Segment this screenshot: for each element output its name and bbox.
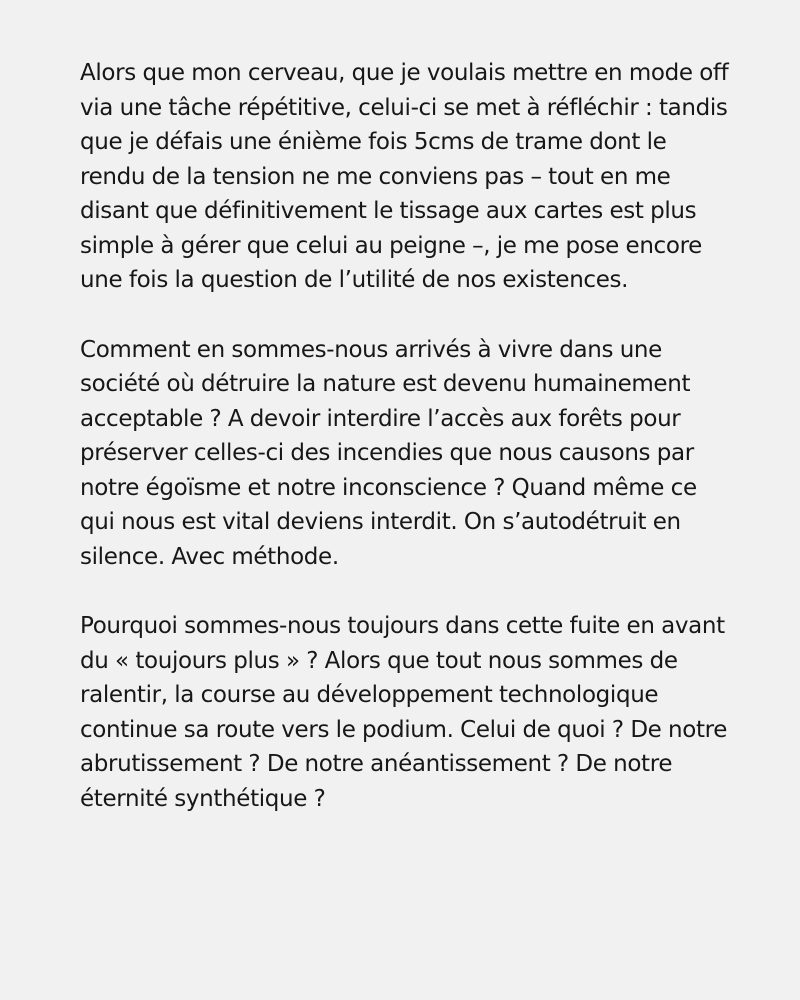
paragraph-2: Comment en sommes-nous arrivés à vivre dans une société où détruire la nature est devenu humainement acceptable ? A devoir interdire l’accès aux forêts pour préserver celles-ci des incendies que nous causons par notre égoïsme et notre inconscience ? Quand même ce qui nous est vital deviens interdit. On s’autodétruit en silence. Avec méthode. (80, 336, 697, 570)
paragraph-3: Pourquoi sommes-nous toujours dans cette fuite en avant du « toujours plus » ? Alors que tout nous sommes de ralentir, la course au développement technologique continue sa route vers le podium. Celui de quoi ? De notre abrutissement ? De notre anéantissement ? De notre éternité synthétique ? (80, 613, 728, 812)
paragraph-1: Alors que mon cerveau, que je voulais mettre en mode off via une tâche répétitive, celui-ci se met à réfléchir : tandis que je défais une énième fois 5cms de trame dont le rendu de la tension ne me conviens pas – tout en me disant que définitivement le tissage aux cartes est plus simple à gérer que celui au peigne –, je me pose encore une fois la question de l’utilité de nos existences. (80, 60, 729, 293)
